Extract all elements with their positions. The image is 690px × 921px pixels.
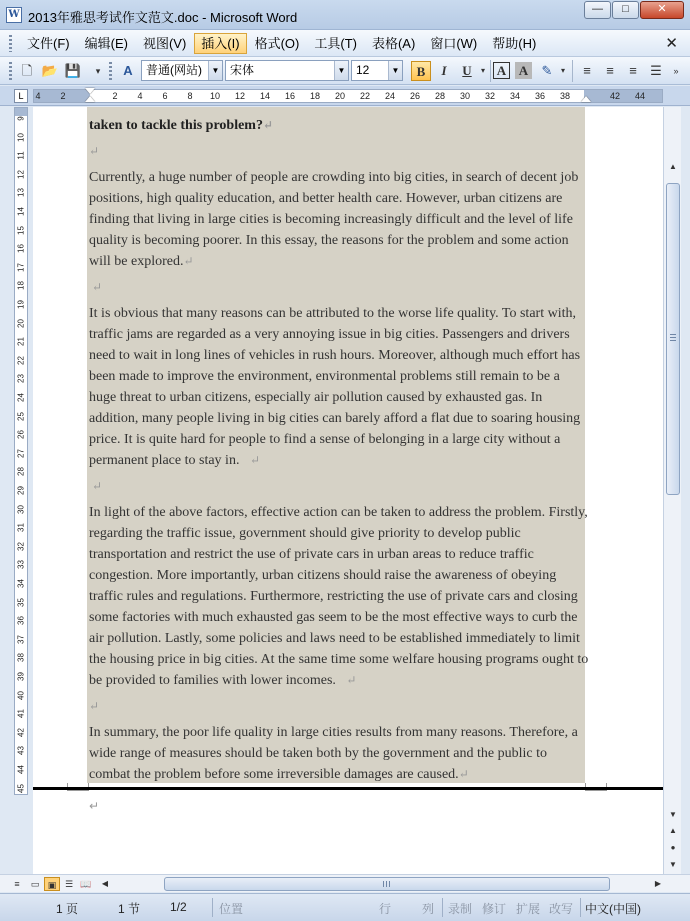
- underline-options-icon[interactable]: ▾: [480, 66, 485, 75]
- horizontal-ruler: [0, 86, 690, 106]
- vertical-ruler-tick: 14: [16, 207, 26, 216]
- vertical-ruler-tick: 11: [16, 151, 26, 160]
- status-page-of: 1/2: [170, 900, 187, 914]
- ruler-tick: 2: [112, 91, 118, 101]
- vertical-ruler-tick: 43: [16, 746, 26, 756]
- bold-button[interactable]: B: [411, 61, 431, 81]
- previous-page-icon[interactable]: ▲: [669, 826, 677, 835]
- menu-file[interactable]: 文件(F): [27, 36, 70, 51]
- toolbar-separator-2: [572, 60, 573, 82]
- character-shading-button[interactable]: A: [515, 62, 532, 79]
- menu-view[interactable]: 视图(V): [142, 36, 187, 51]
- highlight-icon[interactable]: ✎: [541, 63, 553, 78]
- vertical-ruler-tick: 32: [16, 541, 26, 551]
- vertical-ruler-tick: 9: [16, 116, 26, 121]
- print-layout-icon[interactable]: ▣: [44, 877, 60, 891]
- ruler-bar[interactable]: [33, 89, 663, 103]
- menu-format[interactable]: 格式(O): [254, 36, 300, 51]
- ruler-tick: 4: [137, 91, 143, 101]
- vertical-ruler-tick: 39: [16, 672, 26, 681]
- toolbar-overflow-icon[interactable]: »: [673, 66, 679, 76]
- paragraph-mark: ↵: [89, 144, 100, 158]
- formatting-toolbar: [0, 57, 690, 85]
- ruler-tick: 14: [259, 91, 271, 101]
- vertical-ruler-tick: 28: [16, 467, 26, 477]
- vertical-ruler-tick: 29: [16, 486, 26, 495]
- ruler-tick: 2: [60, 91, 66, 101]
- window-controls: [583, 1, 684, 19]
- ruler-tick: 16: [284, 91, 296, 101]
- status-position: 位置: [219, 902, 244, 916]
- chevron-down-icon[interactable]: ▼: [208, 61, 222, 80]
- page-break-line: [33, 787, 663, 790]
- font-value: 宋体: [230, 63, 255, 77]
- style-value: 普通(网站): [146, 63, 202, 77]
- title-bar: [0, 0, 690, 30]
- status-page: 1 页: [56, 902, 79, 916]
- toolbar-grip-handle[interactable]: [9, 62, 12, 80]
- font-size-combo[interactable]: [351, 60, 403, 81]
- vertical-ruler-tick: 45: [16, 783, 26, 793]
- vertical-ruler-tick: 26: [16, 430, 26, 440]
- word-doc-icon[interactable]: W: [6, 7, 22, 23]
- menu-window[interactable]: 窗口(W): [430, 36, 478, 51]
- style-combo[interactable]: [141, 60, 223, 81]
- status-column: 列: [422, 902, 435, 916]
- hanging-indent-marker[interactable]: [85, 96, 95, 102]
- ruler-tick: 6: [162, 91, 168, 101]
- maximize-button[interactable]: □: [612, 1, 639, 19]
- ruler-tick: 24: [384, 91, 396, 101]
- status-language[interactable]: 中文(中国): [585, 902, 641, 916]
- vertical-ruler[interactable]: [14, 107, 28, 795]
- paragraph-mark: ↵: [92, 479, 103, 493]
- vertical-ruler-tick: 36: [16, 616, 26, 626]
- menu-bar: [0, 30, 690, 57]
- scroll-left-icon[interactable]: ◀: [101, 879, 109, 888]
- toolbar-separator: [490, 60, 491, 82]
- horizontal-scrollbar[interactable]: [0, 874, 690, 892]
- menu-help[interactable]: 帮助(H): [492, 36, 537, 51]
- scroll-down-icon[interactable]: ▼: [669, 810, 677, 819]
- menu-tools[interactable]: 工具(T): [314, 36, 357, 51]
- ruler-tick: 4: [35, 91, 41, 101]
- document-page[interactable]: [33, 107, 663, 787]
- vertical-scrollbar[interactable]: [663, 107, 681, 874]
- first-line-indent-marker[interactable]: [85, 88, 95, 94]
- vertical-ruler-tick: 12: [16, 169, 26, 179]
- ruler-tick: 30: [459, 91, 471, 101]
- vertical-ruler-tick: 37: [16, 634, 26, 644]
- window-title: 2013年雅思考试作文范文.doc - Microsoft Word: [28, 10, 298, 25]
- minimize-button[interactable]: —: [584, 1, 611, 19]
- normal-view-icon[interactable]: ≡: [14, 879, 20, 889]
- vertical-ruler-tick: 35: [16, 597, 26, 607]
- paragraph-mark: ↵: [89, 699, 100, 713]
- menu-insert[interactable]: 插入(I): [194, 33, 246, 54]
- status-record[interactable]: 录制: [448, 902, 473, 916]
- ruler-tick: 12: [234, 91, 246, 101]
- ruler-tick: 28: [434, 91, 446, 101]
- status-overtype[interactable]: 改写: [549, 902, 574, 916]
- underline-button[interactable]: U: [462, 63, 472, 78]
- new-document-icon[interactable]: 🗋: [21, 63, 33, 78]
- paragraph-introduction[interactable]: Currently, a huge number of people are crowding into big cities, in search of decent job positions, high quality education, and better health care. However, urban citizens are finding that living in large cities is becoming increasingly difficult and the level of life quality is becoming poorer. In this essay, the reasons for the problem and some action will be explored.↵: [89, 170, 579, 269]
- vertical-ruler-tick: 31: [16, 523, 26, 533]
- align-right-icon[interactable]: ≡: [629, 63, 637, 78]
- align-left-icon[interactable]: ≡: [583, 63, 591, 78]
- vertical-ruler-tick: 23: [16, 374, 26, 384]
- essay-question-line[interactable]: taken to tackle this problem?↵: [89, 118, 274, 133]
- vertical-ruler-tick: 33: [16, 560, 26, 570]
- menu-edit[interactable]: 编辑(E): [84, 36, 128, 51]
- vertical-ruler-tick: 20: [16, 318, 26, 328]
- vertical-ruler-tick: 24: [16, 393, 26, 402]
- status-extend[interactable]: 扩展: [516, 902, 541, 916]
- vertical-ruler-tick: 15: [16, 225, 26, 235]
- font-size-value: 12: [356, 63, 370, 77]
- next-page-icon[interactable]: ▼: [669, 860, 677, 869]
- status-bar: [0, 893, 690, 921]
- vertical-ruler-tick: 38: [16, 653, 26, 663]
- styles-pane-icon[interactable]: A: [123, 63, 133, 78]
- chevron-down-icon[interactable]: ▼: [334, 61, 348, 80]
- vertical-ruler-tick: 30: [16, 504, 26, 514]
- ruler-tick: 20: [334, 91, 346, 101]
- paragraph-conclusion[interactable]: In summary, the poor life quality in large cities results from many reasons. Therefore, a wide range of measures should be taken both by the government and the public to combat the problem before some irreversible damages are caused.↵: [89, 725, 578, 782]
- ruler-tick: 32: [484, 91, 496, 101]
- status-track-changes[interactable]: 修订: [482, 902, 507, 916]
- vertical-scroll-thumb[interactable]: [666, 183, 680, 495]
- web-layout-icon[interactable]: ▭: [30, 879, 40, 889]
- vertical-ruler-tick: 25: [16, 411, 26, 421]
- ruler-tick: 44: [634, 91, 646, 101]
- italic-button[interactable]: I: [441, 63, 447, 78]
- vertical-ruler-tick: 18: [16, 281, 26, 291]
- vertical-ruler-tick: 41: [16, 709, 26, 719]
- right-indent-marker[interactable]: [581, 96, 591, 102]
- ruler-tick: 36: [534, 91, 546, 101]
- browse-object-icon[interactable]: ●: [670, 843, 676, 852]
- character-border-button[interactable]: A: [493, 62, 510, 79]
- reading-layout-icon[interactable]: 📖: [80, 879, 92, 889]
- highlight-options-icon[interactable]: ▾: [560, 66, 565, 75]
- outline-view-icon[interactable]: ☰: [64, 879, 74, 889]
- menu-table[interactable]: 表格(A): [371, 36, 416, 51]
- tab-selector[interactable]: L: [14, 89, 28, 103]
- ruler-tick: 26: [409, 91, 421, 101]
- paragraph-solutions[interactable]: In light of the above factors, effective action can be taken to address the problem. Firstly, regarding the traffic issue, government should give priority to develop public transportation and restrict the use of private cars in urban areas to reduce traffic congestion. More importantly, urban citizens should raise the awareness of obeying traffic rules and regulations. Furthermore, restricting the use of private cars and closing some factories with much exhausted gas seem to be the most effective ways to curb the air pollution. Lastly, some policies and laws need to be established immediately to limit the housing price in big cities. At the same time some welfare housing programs ought to be provided to families with lower incomes. ↵: [89, 505, 589, 688]
- document-text[interactable]: [89, 107, 589, 785]
- toolbar-grip-handle-2[interactable]: [109, 62, 112, 80]
- vertical-ruler-tick: 19: [16, 300, 26, 309]
- vertical-ruler-tick: 16: [16, 244, 26, 254]
- vertical-ruler-tick: 40: [16, 690, 26, 700]
- ruler-tick: 18: [309, 91, 321, 101]
- document-close-button[interactable]: ✕: [665, 35, 678, 52]
- paragraph-mark: ↵: [92, 280, 103, 294]
- menu-grip-handle[interactable]: [9, 35, 12, 52]
- vertical-ruler-tick: 21: [16, 337, 26, 347]
- align-center-icon[interactable]: ≡: [606, 63, 614, 78]
- ruler-tick: 38: [559, 91, 571, 101]
- vertical-ruler-tick: 34: [16, 579, 26, 588]
- paragraph-mark: ↵: [89, 799, 100, 813]
- scroll-right-icon[interactable]: ▶: [654, 879, 662, 888]
- ruler-tick: 22: [359, 91, 371, 101]
- close-button[interactable]: ✕: [640, 1, 684, 19]
- font-combo[interactable]: [225, 60, 349, 81]
- justify-icon[interactable]: ☰: [650, 63, 662, 78]
- vertical-ruler-tick: 27: [16, 448, 26, 458]
- vertical-ruler-tick: 42: [16, 727, 26, 737]
- horizontal-scroll-thumb[interactable]: [164, 877, 610, 891]
- vertical-ruler-tick: 44: [16, 765, 26, 774]
- vertical-ruler-tick: 22: [16, 355, 26, 365]
- vertical-ruler-tick: 13: [16, 188, 26, 198]
- menu-items: [20, 33, 544, 54]
- document-area[interactable]: [33, 107, 663, 874]
- open-folder-icon[interactable]: 📂: [41, 63, 59, 78]
- ruler-tick: 10: [209, 91, 221, 101]
- ruler-tick: 8: [187, 91, 193, 101]
- paragraph-reasons[interactable]: It is obvious that many reasons can be attributed to the worse life quality. To start with, traffic jams are regarded as a very annoying issue in big cities. Passengers and drivers need to wait in long lines of vehicles in rush hours. Moreover, although much effort has been made to improve the environment, environmental problems still remain to be a huge threat to urban citizens, especially air pollution caused by exhausted gas. In addition, many people living in big cities can barely afford a flat due to soaring housing price. It is quite hard for people to find a sense of belonging in a large city without a permanent place to stay in. ↵: [89, 306, 581, 468]
- status-section: 1 节: [118, 902, 141, 916]
- scroll-up-icon[interactable]: ▲: [669, 162, 677, 171]
- ruler-tick: 42: [609, 91, 621, 101]
- save-icon[interactable]: 💾: [64, 63, 82, 78]
- status-line: 行: [379, 902, 392, 916]
- ruler-tick: 34: [509, 91, 521, 101]
- toolbar-options-icon[interactable]: ▾: [95, 66, 101, 76]
- chevron-down-icon[interactable]: ▼: [388, 61, 402, 80]
- vertical-ruler-tick: 10: [16, 132, 26, 142]
- vertical-ruler-tick: 17: [16, 262, 26, 272]
